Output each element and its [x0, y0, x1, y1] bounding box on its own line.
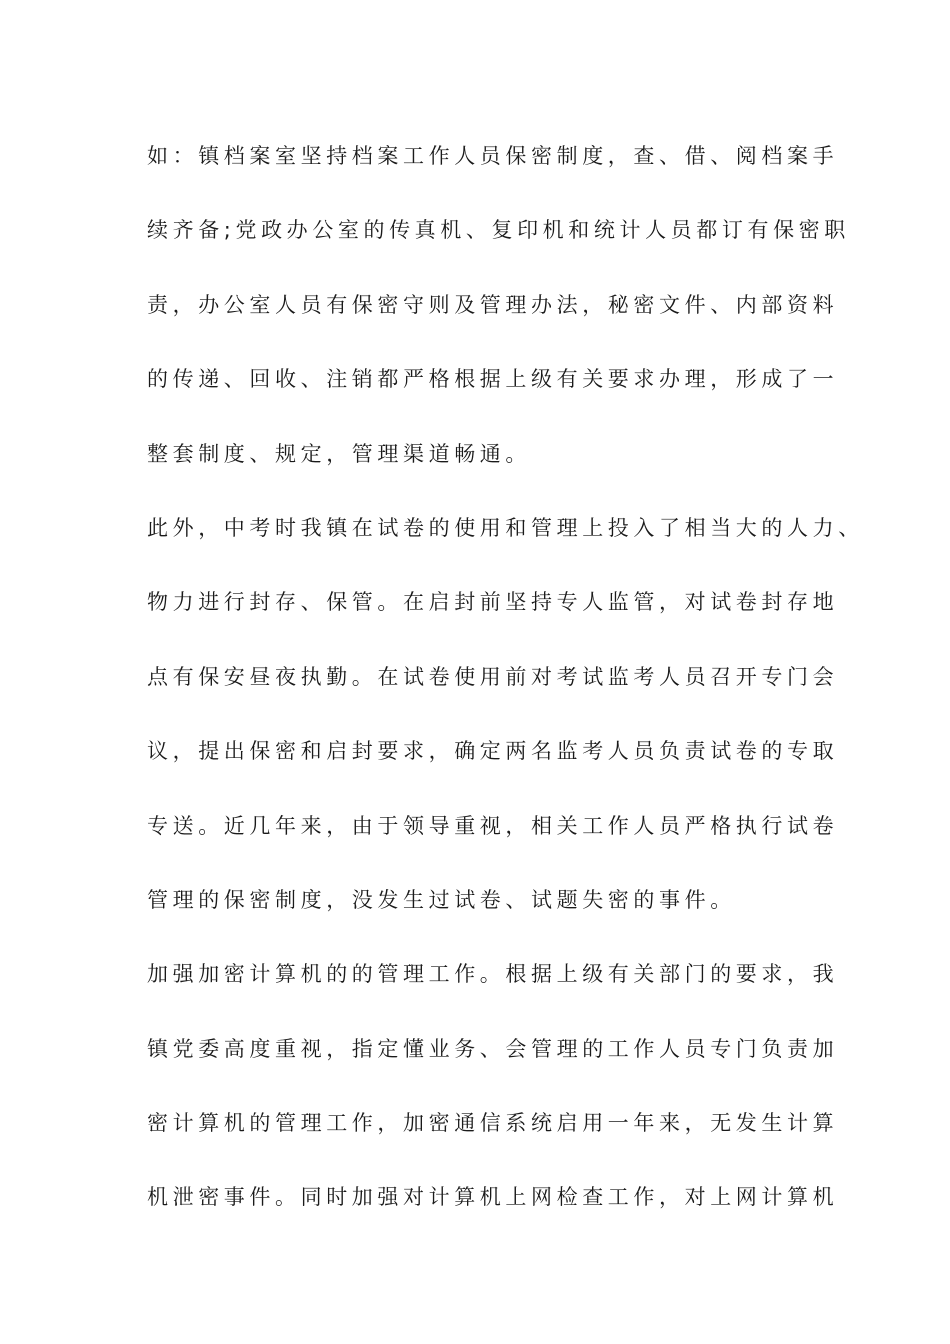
- text-line: 如：镇档案室坚持档案工作人员保密制度，查、借、阅档案手: [147, 144, 839, 168]
- text-line: 管理的保密制度，没发生过试卷、试题失密的事件。: [147, 887, 736, 912]
- text-line: 责，办公室人员有保密守则及管理办法，秘密文件、内部资料: [147, 292, 839, 317]
- text-line: 议，提出保密和启封要求，确定两名监考人员负责试卷的专取: [147, 739, 839, 764]
- text-line: 密计算机的管理工作，加密通信系统启用一年来，无发生计算: [147, 1111, 839, 1136]
- text-line: 整套制度、规定，管理渠道畅通。: [147, 441, 531, 466]
- text-line: 续齐备;党政办公室的传真机、复印机和统计人员都订有保密职: [147, 218, 850, 243]
- text-line: 加强加密计算机的的管理工作。根据上级有关部门的要求，我: [147, 962, 839, 987]
- text-line: 物力进行封存、保管。在启封前坚持专人监管，对试卷封存地: [147, 590, 839, 615]
- text-line: 点有保安昼夜执勤。在试卷使用前对考试监考人员召开专门会: [147, 664, 839, 689]
- document-body: [147, 128, 864, 1244]
- text-line: 此外，中考时我镇在试卷的使用和管理上投入了相当大的人力、: [147, 515, 864, 540]
- text-line: 专送。近几年来，由于领导重视，相关工作人员严格执行试卷: [147, 813, 839, 838]
- text-line: 机泄密事件。同时加强对计算机上网检查工作，对上网计算机: [147, 1185, 839, 1210]
- text-line: 镇党委高度重视，指定懂业务、会管理的工作人员专门负责加: [147, 1036, 839, 1061]
- text-line: 的传递、回收、注销都严格根据上级有关要求办理，形成了一: [147, 367, 839, 392]
